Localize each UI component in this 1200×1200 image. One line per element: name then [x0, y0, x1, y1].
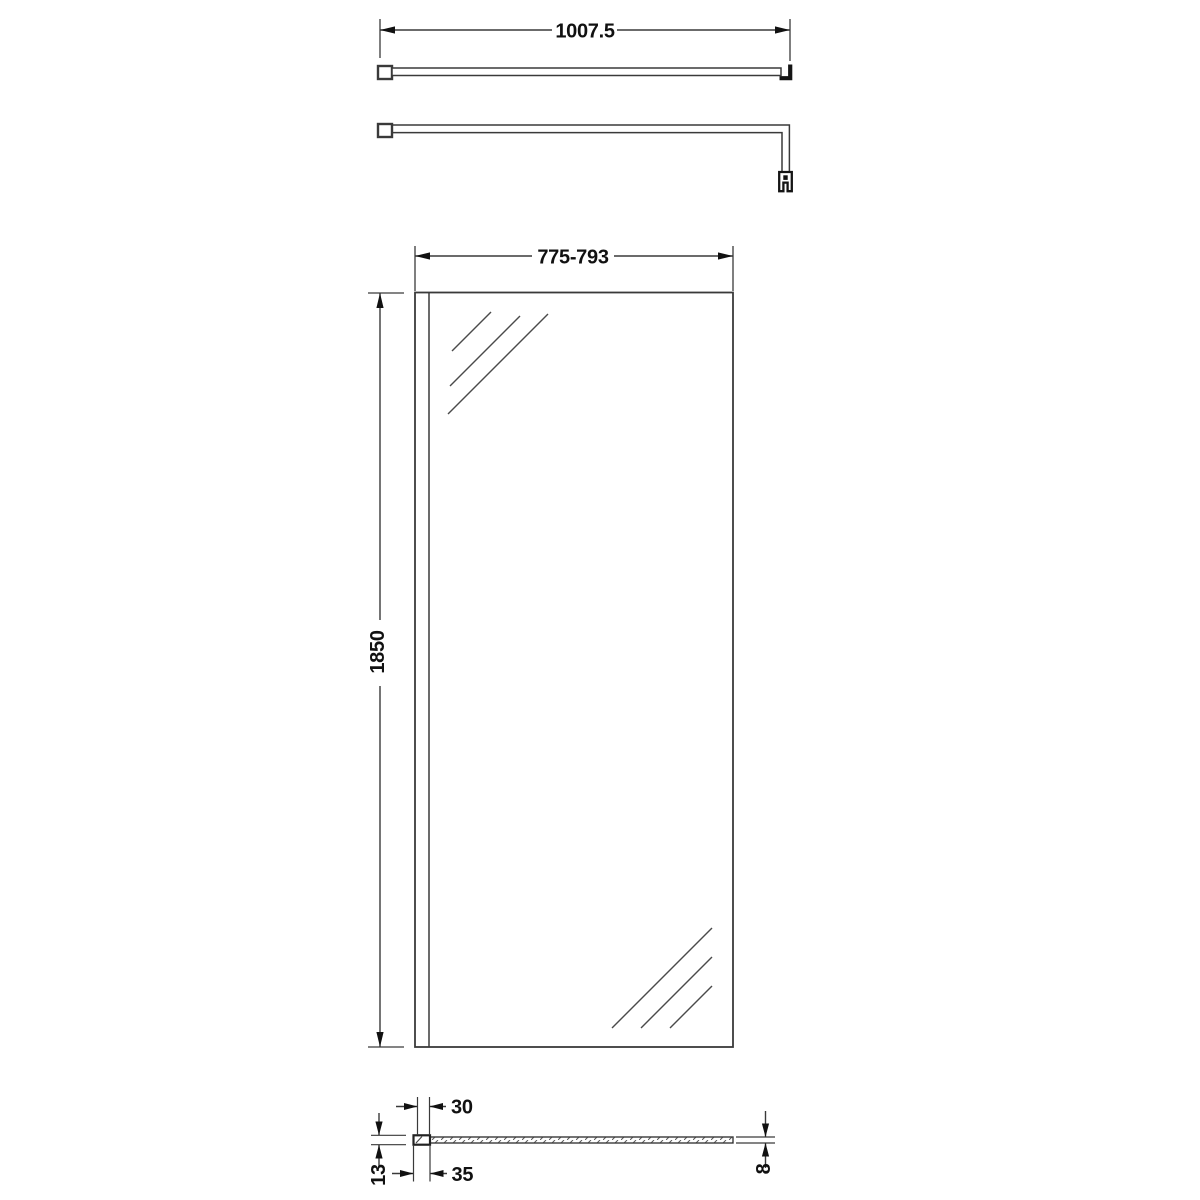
- dimension-arrow: [375, 1145, 382, 1159]
- screen-front-view: [367, 246, 733, 1047]
- support-arm-bar: [392, 68, 781, 76]
- dimension-arrow: [430, 1103, 444, 1110]
- dimension-arrow: [376, 293, 383, 308]
- clamp-screw: [783, 175, 787, 180]
- screen-width-dimension-label: 775-793: [537, 246, 609, 269]
- glass-clamp: [779, 172, 792, 191]
- dimension-arrow: [376, 1032, 383, 1047]
- profile-width-bottom-dimension-label: 35: [451, 1164, 474, 1186]
- dimension-arrow: [775, 26, 790, 33]
- dimension-arrow: [380, 26, 395, 33]
- wall-bracket: [378, 66, 392, 79]
- wall-bracket: [378, 124, 392, 137]
- arm-top-view: [378, 19, 790, 79]
- profile-width-top-dimension-label: 30: [451, 1096, 473, 1119]
- dimension-arrow: [762, 1124, 769, 1138]
- dimension-arrow: [400, 1170, 414, 1177]
- screen-section-view: [368, 1097, 775, 1187]
- glass-thickness-dimension-label: 8: [753, 1163, 775, 1175]
- screen-height-dimension-label: 1850: [367, 630, 389, 674]
- dimension-arrow: [375, 1122, 382, 1136]
- profile-depth-dimension-label: 13: [368, 1164, 390, 1186]
- dimension-arrow: [404, 1103, 418, 1110]
- dimension-arrow: [430, 1170, 444, 1177]
- support-arm-inner-outline: [392, 133, 782, 173]
- glass-panel-section: [415, 1137, 733, 1143]
- glass-panel: [415, 293, 733, 1048]
- arm-length-dimension-label: 1007.5: [555, 20, 615, 43]
- arm-side-view: [378, 124, 792, 191]
- dimension-arrow: [415, 252, 430, 259]
- dimension-arrow: [718, 252, 733, 259]
- dimension-arrow: [762, 1143, 769, 1157]
